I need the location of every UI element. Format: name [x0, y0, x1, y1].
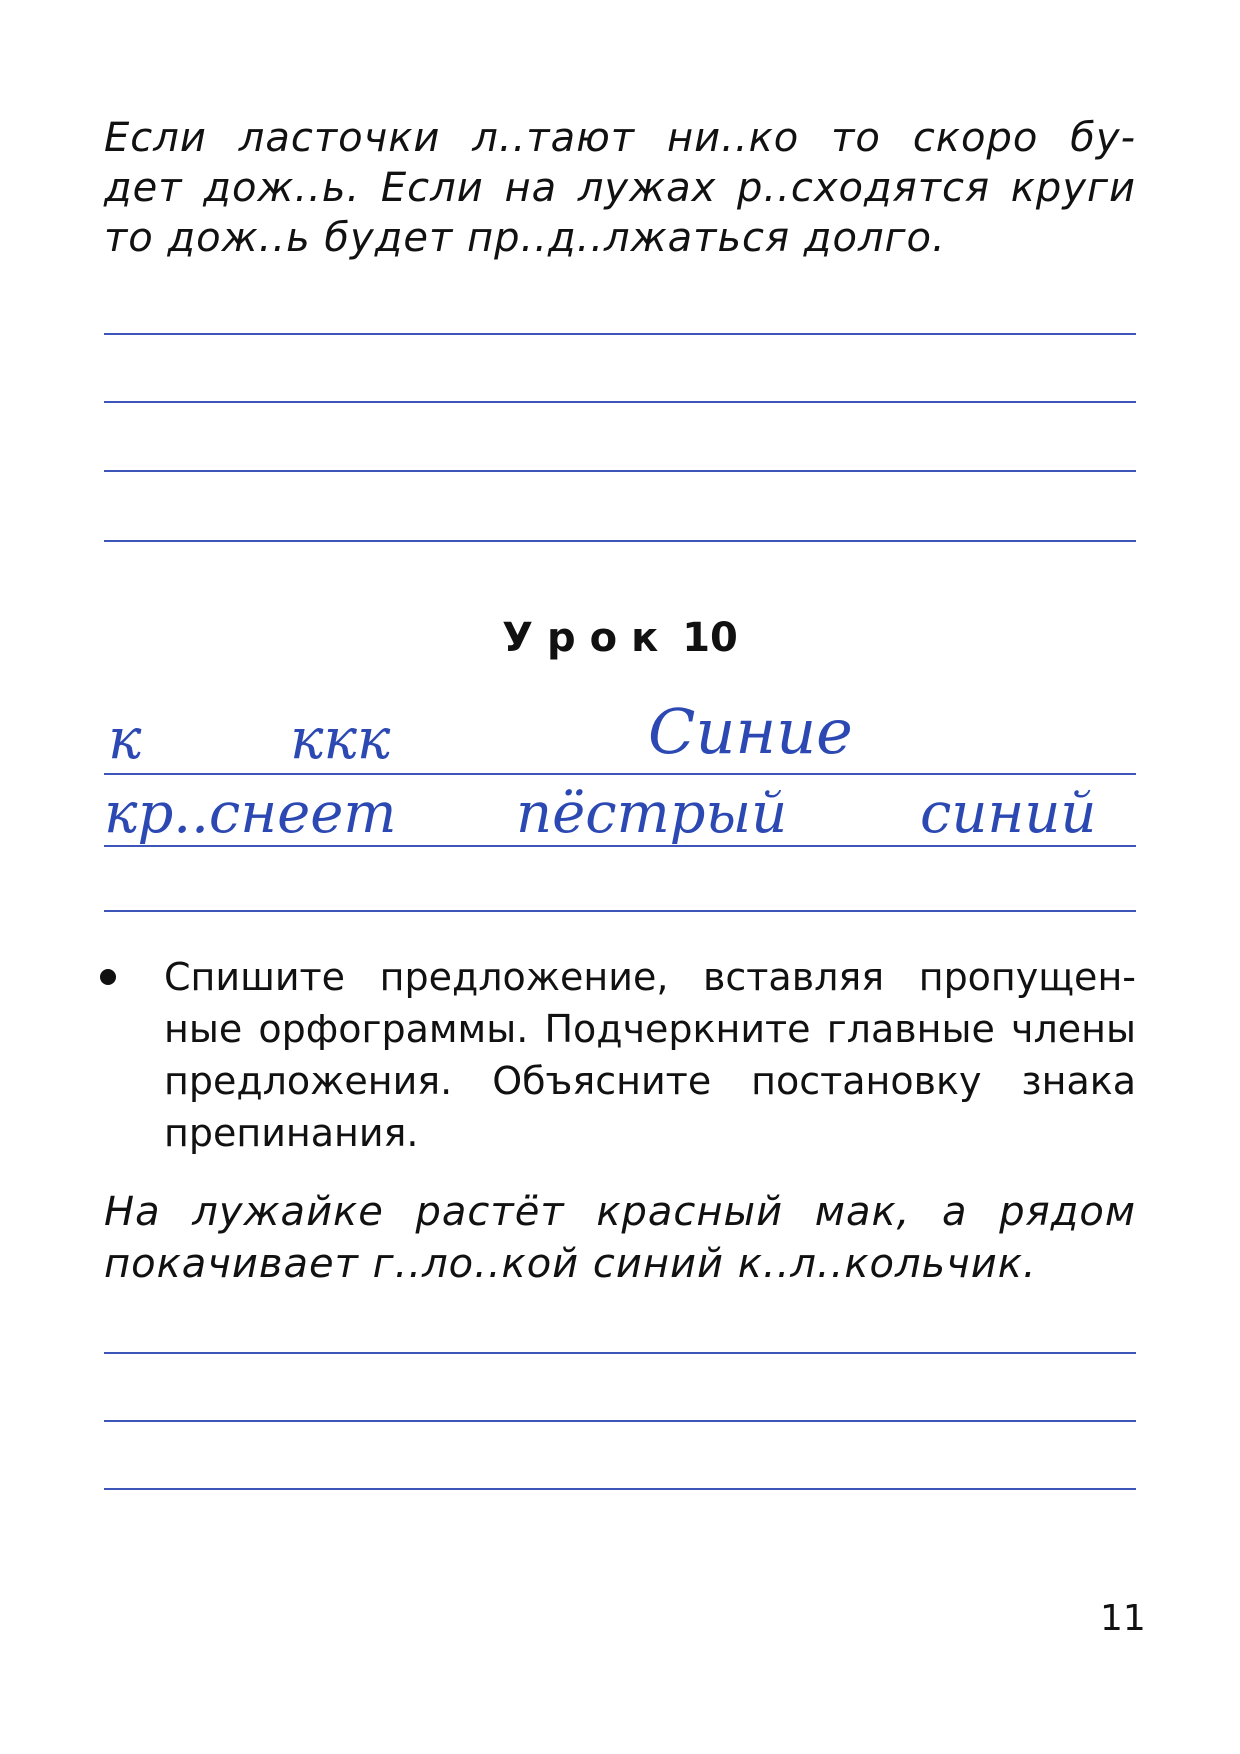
exercise-line-2: дет дож..ь. Если на лужах р..сходятся круги	[104, 165, 1136, 211]
script-letters-kkk: ккк	[290, 707, 391, 772]
instruction-line-2: ные орфограммы. Подчеркните главные члены	[164, 1007, 1136, 1051]
exercise-line-3: то дож..ь будет пр..д..лжаться долго.	[104, 215, 946, 261]
exercise-line-1: Если ласточки л..тают ни..ко то скоро бу-	[104, 115, 1136, 161]
copybook-line	[104, 845, 1136, 847]
copybook-line	[104, 773, 1136, 775]
script-word-sinie: Синие	[648, 695, 853, 768]
writing-line	[104, 470, 1136, 472]
instruction-line-4: препинания.	[164, 1111, 419, 1155]
writing-line	[104, 1488, 1136, 1490]
script-word-krasneet: кр..снеет	[104, 781, 397, 846]
writing-line	[104, 1420, 1136, 1422]
sentence-line-2: покачивает г..ло..кой синий к..л..кольчик.	[104, 1241, 1037, 1287]
lesson-word: Урок	[502, 615, 673, 661]
writing-line	[104, 1352, 1136, 1354]
script-word-pestryi: пёстрый	[516, 781, 788, 846]
script-letter-k: к	[108, 707, 142, 772]
lesson-title	[0, 612, 1240, 664]
writing-line	[104, 333, 1136, 335]
writing-line	[104, 540, 1136, 542]
sentence-line-1: На лужайке растёт красный мак, а рядом	[104, 1189, 1136, 1235]
script-word-sinii: синий	[920, 781, 1097, 846]
instruction-line-3: предложения. Объясните постановку знака	[164, 1059, 1136, 1103]
lesson-number: 10	[682, 615, 738, 661]
bullet-icon	[100, 969, 116, 985]
page-number: 11	[1100, 1598, 1146, 1639]
writing-line	[104, 910, 1136, 912]
instruction-line-1: Спишите предложение, вставляя пропущен-	[164, 955, 1136, 999]
writing-line	[104, 401, 1136, 403]
